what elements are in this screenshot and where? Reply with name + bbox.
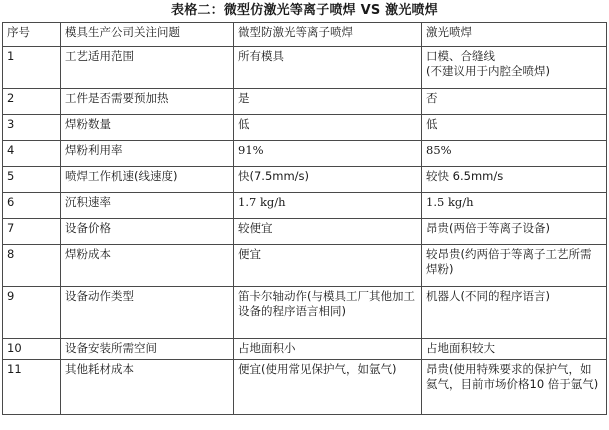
- table-row: [3, 360, 607, 415]
- cell-concern: 其他耗材成本: [61, 360, 234, 415]
- cell-laser: 低: [422, 115, 607, 141]
- table-row: [3, 339, 607, 360]
- cell-plasma: 1.7 kg/h: [234, 193, 422, 219]
- cell-index: 7: [3, 219, 61, 245]
- cell-index: 1: [3, 47, 61, 89]
- cell-laser: 1.5 kg/h: [422, 193, 607, 219]
- table-row: [3, 219, 607, 245]
- table-row: [3, 287, 607, 339]
- cell-concern: 设备价格: [61, 219, 234, 245]
- cell-plasma: 91%: [234, 141, 422, 167]
- cell-plasma: 所有模具: [234, 47, 422, 89]
- cell-index: 3: [3, 115, 61, 141]
- table-row: [3, 167, 607, 193]
- cell-index: 8: [3, 245, 61, 287]
- cell-laser: 否: [422, 89, 607, 115]
- cell-concern: 焊粉利用率: [61, 141, 234, 167]
- cell-concern: 沉积速率: [61, 193, 234, 219]
- cell-plasma: 便宜: [234, 245, 422, 287]
- cell-plasma: 便宜(使用常见保护气，如氩气): [234, 360, 422, 415]
- cell-plasma: 是: [234, 89, 422, 115]
- table-header-row: [3, 23, 607, 47]
- cell-plasma: 低: [234, 115, 422, 141]
- cell-laser: 机器人(不同的程序语言): [422, 287, 607, 339]
- cell-concern: 设备动作类型: [61, 287, 234, 339]
- table-row: [3, 245, 607, 287]
- cell-plasma: 较便宜: [234, 219, 422, 245]
- cell-concern: 工件是否需要预加热: [61, 89, 234, 115]
- cell-plasma: 占地面积小: [234, 339, 422, 360]
- cell-laser: 85%: [422, 141, 607, 167]
- cell-index: 4: [3, 141, 61, 167]
- cell-laser: 较昂贵(约两倍于等离子工艺所需焊粉): [422, 245, 607, 287]
- cell-index: 6: [3, 193, 61, 219]
- cell-index: 10: [3, 339, 61, 360]
- cell-plasma: 笛卡尔轴动作(与模具工厂其他加工设备的程序语言相同): [234, 287, 422, 339]
- table-row: [3, 89, 607, 115]
- cell-index: 9: [3, 287, 61, 339]
- cell-plasma: 快(7.5mm/s): [234, 167, 422, 193]
- header-concern: 模具生产公司关注问题: [61, 23, 234, 47]
- comparison-table: [2, 22, 607, 415]
- header-index: 序号: [3, 23, 61, 47]
- cell-laser: 昂贵(两倍于等离子设备): [422, 219, 607, 245]
- cell-concern: 焊粉数量: [61, 115, 234, 141]
- cell-laser: 占地面积较大: [422, 339, 607, 360]
- cell-index: 11: [3, 360, 61, 415]
- cell-concern: 设备安装所需空间: [61, 339, 234, 360]
- header-plasma: 微型防激光等离子喷焊: [234, 23, 422, 47]
- cell-concern: 工艺适用范围: [61, 47, 234, 89]
- cell-concern: 焊粉成本: [61, 245, 234, 287]
- table-row: [3, 193, 607, 219]
- cell-concern: 喷焊工作机速(线速度): [61, 167, 234, 193]
- cell-laser: 昂贵(使用特殊要求的保护气，如氦气，目前市场价格10 倍于氩气): [422, 360, 607, 415]
- table-row: [3, 47, 607, 89]
- cell-laser: 口模、合缝线 (不建议用于内腔全喷焊): [422, 47, 607, 89]
- cell-laser: 较快 6.5mm/s: [422, 167, 607, 193]
- table-title: 表格二：微型仿激光等离子喷焊 VS 激光喷焊: [171, 3, 438, 18]
- cell-index: 2: [3, 89, 61, 115]
- table-row: [3, 115, 607, 141]
- header-laser: 激光喷焊: [422, 23, 607, 47]
- table-row: [3, 141, 607, 167]
- cell-index: 5: [3, 167, 61, 193]
